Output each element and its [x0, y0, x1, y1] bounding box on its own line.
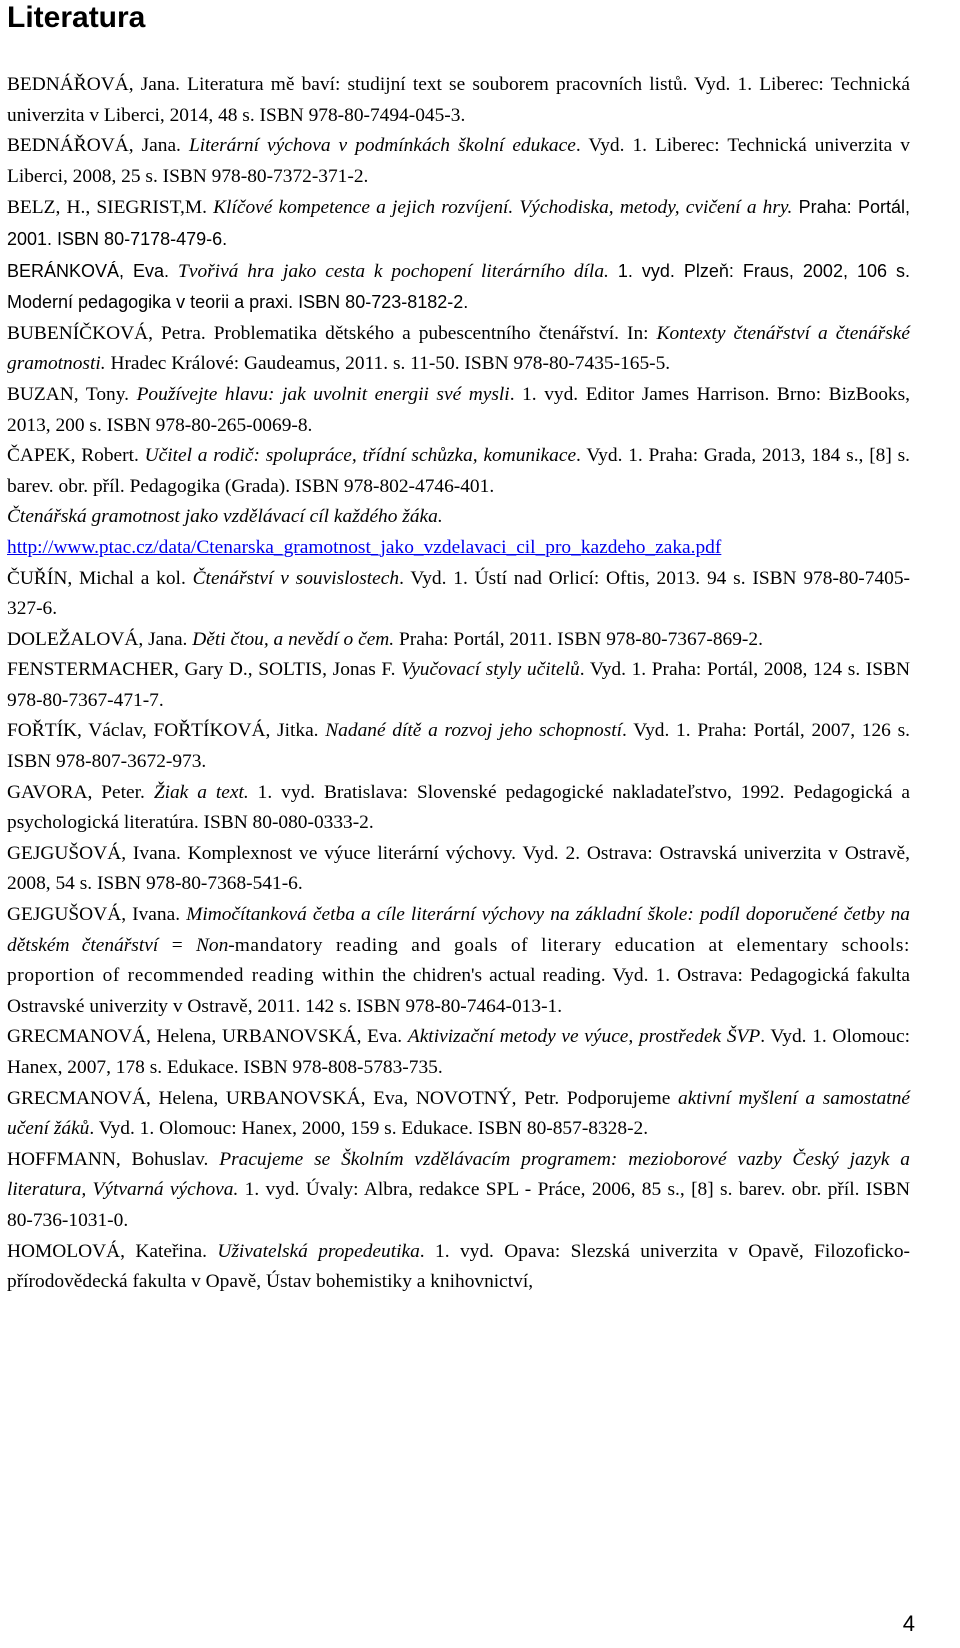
entry-title: Kontexty čtenářství a čtenářské gramotnosti. [7, 322, 910, 375]
entry-author: GRECMANOVÁ, Helena, URBANOVSKÁ, Eva. [7, 1026, 408, 1048]
entry-author: BELZ, H., SIEGRIST,M. [7, 197, 214, 219]
entry-author: GAVORA, Peter. [7, 781, 154, 803]
entry-details: 1. vyd. Plzeň: Fraus, 2002, 106 s. Moderní pedagogika v teorii a praxi. ISBN 80-723-8182-2. [7, 260, 910, 313]
bibliography-entry [7, 441, 910, 502]
page-title: Literatura [7, 1, 146, 34]
entry-details: . Vyd. 1. Liberec: Technická univerzita v Liberci, 2008, 25 s. ISBN 978-80-7372-371-2. [7, 135, 910, 187]
entry-title: Čtenářská gramotnost jako vzdělávací cíl každého žáka. [7, 506, 443, 528]
bibliography-entry [7, 131, 910, 192]
bibliography-entry [7, 1084, 910, 1145]
entry-title: Klíčové kompetence a jejich rozvíjení. Východiska, metody, cvičení a hry. [213, 197, 793, 219]
entry-title: Literární výchova v podmínkách školní edukace [188, 135, 576, 157]
entry-title: Děti čtou, a nevědí o čem. [192, 628, 395, 650]
bibliography-entry [7, 900, 910, 1022]
entry-details: 1. vyd. Bratislava: Slovenské pedagogické nakladateľstvo, 1992. Pedagogická a psychologická literatúra. ISBN 80-080-0333-2. [7, 781, 910, 834]
entry-author: FOŘTÍK, Václav, FOŘTÍKOVÁ, Jitka. [7, 720, 326, 742]
bibliography-entry [7, 564, 910, 625]
entry-details: . Vyd. 1. Praha: Portál, 2008, 124 s. ISBN 978-80-7367-471-7. [7, 659, 910, 711]
bibliography-entry [7, 716, 910, 777]
entry-details: . Vyd. 1. Olomouc: Hanex, 2007, 178 s. Edukace. ISBN 978-808-5783-735. [7, 1026, 910, 1078]
entry-details: Hradec Králové: Gaudeamus, 2011. s. 11-50. ISBN 978-80-7435-165-5. [105, 353, 671, 375]
bibliography-entry [7, 319, 910, 380]
entry-author: BUBENÍČKOVÁ, Petra. Problematika dětského a pubescentního čtenářství. In: [7, 322, 657, 344]
bibliography-entry [7, 1145, 910, 1237]
entry-details: Praha: Portál, 2001. ISBN 80-7178-479-6. [7, 197, 911, 249]
entry-title: Vyučovací styly učitelů [401, 659, 580, 681]
entry-author: HOMOLOVÁ, Kateřina. [7, 1240, 218, 1262]
bibliography-entry [7, 655, 910, 716]
bibliography-entry [7, 256, 910, 319]
bibliography-entry [7, 1022, 910, 1083]
entry-subtitle: mandatory reading and goals of literary education at elementary schools: proportion of recommended reading within [7, 934, 910, 987]
bibliography-entry [7, 70, 910, 131]
bibliography-entry [7, 778, 910, 839]
entry-author: ČUŘÍN, Michal a kol. [7, 567, 193, 589]
entry-title: aktivní myšlení a samostatné učení žáků [7, 1087, 910, 1140]
entry-author: BEDNÁŘOVÁ, Jana. [7, 135, 189, 157]
entry-title: Mimočítanková četba a cíle literární výchovy na základní škole: podíl doporučené četby na dětském čtenářství = Non- [7, 904, 910, 956]
entry-author: BERÁNKOVÁ, Eva. [7, 260, 179, 281]
entry-title: Tvořivá hra jako cesta k pochopení literárního díla. [178, 260, 609, 282]
entry-details: 1. vyd. Úvaly: Albra, redakce SPL - Práce, 2006, 85 s., [8] s. barev. obr. příl. ISBN 80-736-1031-0. [7, 1179, 910, 1231]
entry-link[interactable]: http://www.ptac.cz/data/Ctenarska_gramotnost_jako_vzdelavaci_cil_pro_kazdeho_zaka.pdf [7, 536, 722, 558]
entry-author: FENSTERMACHER, Gary D., SOLTIS, Jonas F. [7, 659, 402, 681]
entry-author: HOFFMANN, Bohuslav. [7, 1148, 220, 1170]
bibliography-entry [7, 380, 910, 441]
entry-title: Učitel a rodič: spolupráce, třídní schůzka, komunikace [144, 445, 577, 467]
entry-author: BUZAN, Tony. [7, 383, 137, 405]
entry-author: GEJGUŠOVÁ, Ivana. [7, 904, 187, 926]
entry-title: Uživatelská propedeutika [217, 1240, 420, 1262]
entry-title: Nadané dítě a rozvoj jeho schopností [325, 720, 623, 742]
entry-details: . 1. vyd. Opava: Slezská univerzita v Opavě, Filozoficko-přírodovědecká fakulta v Opavě, Ústav bohemistiky a knihovnictví, [7, 1240, 910, 1293]
entry-details: . Vyd. 1. Praha: Grada, 2013, 184 s., [8] s. barev. obr. příl. Pedagogika (Grada). ISBN 978-802-4746-401. [7, 445, 910, 497]
entry-author: GRECMANOVÁ, Helena, URBANOVSKÁ, Eva, NOVOTNÝ, Petr. Podporujeme [7, 1087, 678, 1109]
bibliography-entry [7, 502, 910, 563]
bibliography-entry [7, 839, 910, 900]
bibliography-entry [7, 192, 910, 255]
entry-title: Aktivizační metody ve výuce, prostředek ŠVP [407, 1026, 761, 1048]
entry-details: . Vyd. 1. Praha: Portál, 2007, 126 s. ISBN 978-807-3672-973. [7, 720, 910, 773]
entry-title: Pracujeme se Školním vzdělávacím programem: mezioborové vazby Český jazyk a literatura, Výtvarná výchova. [7, 1148, 910, 1201]
entry-details: Praha: Portál, 2011. ISBN 978-80-7367-869-2. [394, 628, 763, 650]
entry-details: . 1. vyd. Editor James Harrison. Brno: BizBooks, 2013, 200 s. ISBN 978-80-265-0069-8. [7, 383, 910, 436]
page-number: 4 [902, 1611, 915, 1636]
entry-title: Čtenářství v souvislostech [192, 567, 400, 589]
entry-title: Žiak a text. [153, 781, 249, 803]
bibliography-entry [7, 1237, 910, 1298]
entry-text: GEJGUŠOVÁ, Ivana. Komplexnost ve výuce literární výchovy. Vyd. 2. Ostrava: Ostravská univerzita v Ostravě, 2008, 54 s. ISBN 978-80-7368-541-6. [7, 842, 910, 895]
entry-author: ČAPEK, Robert. [7, 445, 145, 467]
bibliography-entry [7, 625, 910, 656]
entry-details: . Vyd. 1. Olomouc: Hanex, 2000, 159 s. Edukace. ISBN 80-857-8328-2. [89, 1118, 649, 1140]
entry-details: . Vyd. 1. Ústí nad Orlicí: Oftis, 2013. 94 s. ISBN 978-80-7405-327-6. [7, 567, 910, 620]
entry-author: DOLEŽALOVÁ, Jana. [7, 628, 193, 650]
entry-text: BEDNÁŘOVÁ, Jana. Literatura mě baví: studijní text se souborem pracovních listů. Vyd. 1. Liberec: Technická univerzita v Liberci, 2014, 48 s. ISBN 978-80-7494-045-3. [7, 74, 910, 126]
bibliography-list [7, 70, 910, 1298]
entry-details: the chidren's actual reading. Vyd. 1. Ostrava: Pedagogická fakulta Ostravské univerzity v Ostravě, 2011. 142 s. ISBN 978-80-7464-013-1. [7, 965, 910, 1017]
entry-title: Používejte hlavu: jak uvolnit energii své mysli [136, 383, 510, 405]
